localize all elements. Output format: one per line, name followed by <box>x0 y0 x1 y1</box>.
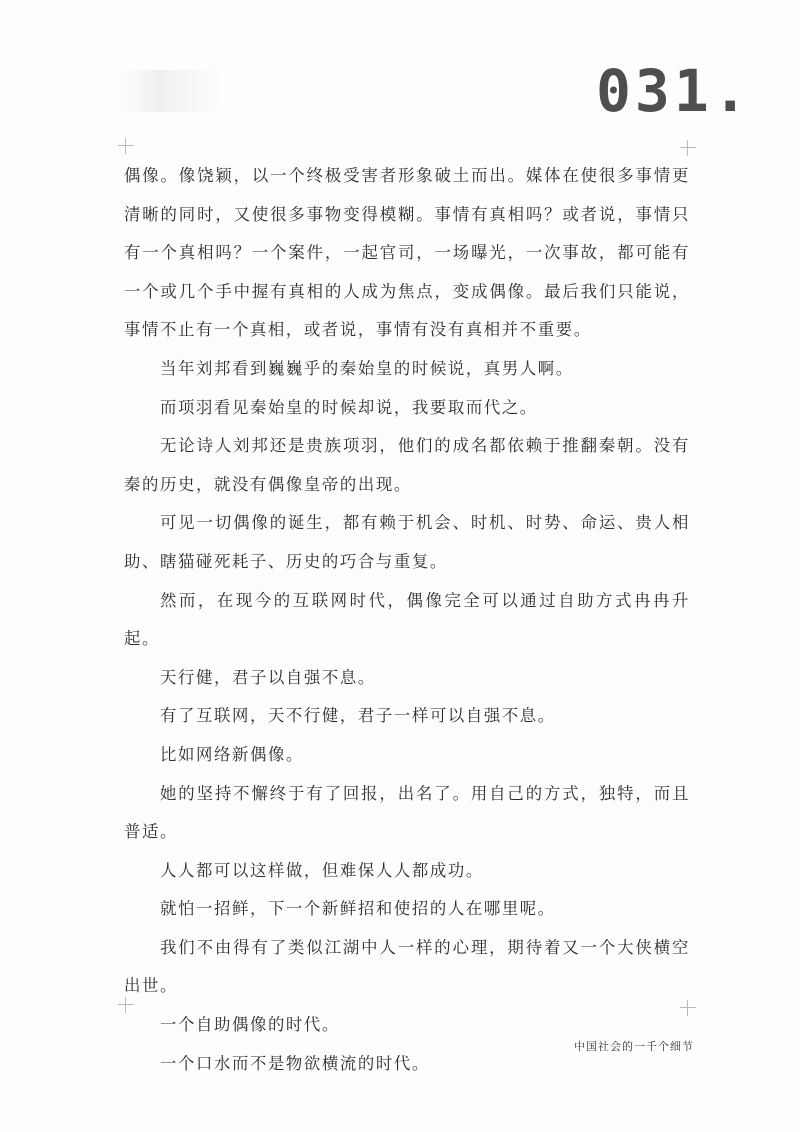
paragraph: 天行健，君子以自强不息。 <box>160 667 376 687</box>
paragraph: 一个口水而不是物欲横流的时代。 <box>160 1053 430 1073</box>
paragraph: 我们不由得有了类似江湖中人一样的心理，期待着又一个大侠横空出世。 <box>124 937 690 996</box>
page-number: 031. <box>596 57 752 125</box>
paragraph: 当年刘邦看到巍巍乎的秦始皇的时候说，真男人啊。 <box>160 358 574 378</box>
crop-mark-top-left <box>118 138 134 154</box>
footer-book-title: 中国社会的一千个细节 <box>574 1040 694 1053</box>
paragraph: 比如网络新偶像。 <box>160 744 304 764</box>
paragraph: 就怕一招鲜，下一个新鲜招和使招的人在哪里呢。 <box>160 899 556 919</box>
paragraph: 一个自助偶像的时代。 <box>160 1015 340 1035</box>
paragraph: 有了互联网，天不行健，君子一样可以自强不息。 <box>160 706 556 726</box>
paragraph: 人人都可以这样做，但难保人人都成功。 <box>160 860 484 880</box>
paragraph: 而项羽看见秦始皇的时候却说，我要取而代之。 <box>160 397 538 417</box>
paragraph: 她的坚持不懈终于有了回报，出名了。用自己的方式，独特，而且普适。 <box>124 783 690 842</box>
paragraph: 偶像。像饶颖，以一个终极受害者形象破土而出。媒体在使很多事情更清晰的同时，又使很多事物变得模糊。事情有真相吗？或者说，事情只有一个真相吗？一个案件，一起官司，一场曝光，一次事故，都可能有一个或几个手中握有真相的人成为焦点，变成偶像。最后我们只能说，事情不止有一个真相，或者说，事情有没有真相并不重要。 <box>124 166 690 340</box>
crop-mark-top-right <box>680 140 696 156</box>
paragraph: 然而，在现今的互联网时代，偶像完全可以通过自助方式冉冉升起。 <box>124 590 690 649</box>
faded-header-mark <box>120 70 220 112</box>
paragraph: 无论诗人刘邦还是贵族项羽，他们的成名都依赖于推翻秦朝。没有秦的历史，就没有偶像皇帝的出现。 <box>124 436 690 494</box>
paragraph: 可见一切偶像的诞生，都有赖于机会、时机、时势、命运、贵人相助、瞎猫碰死耗子、历史的巧合与重复。 <box>124 513 690 571</box>
body-text <box>124 157 690 1083</box>
